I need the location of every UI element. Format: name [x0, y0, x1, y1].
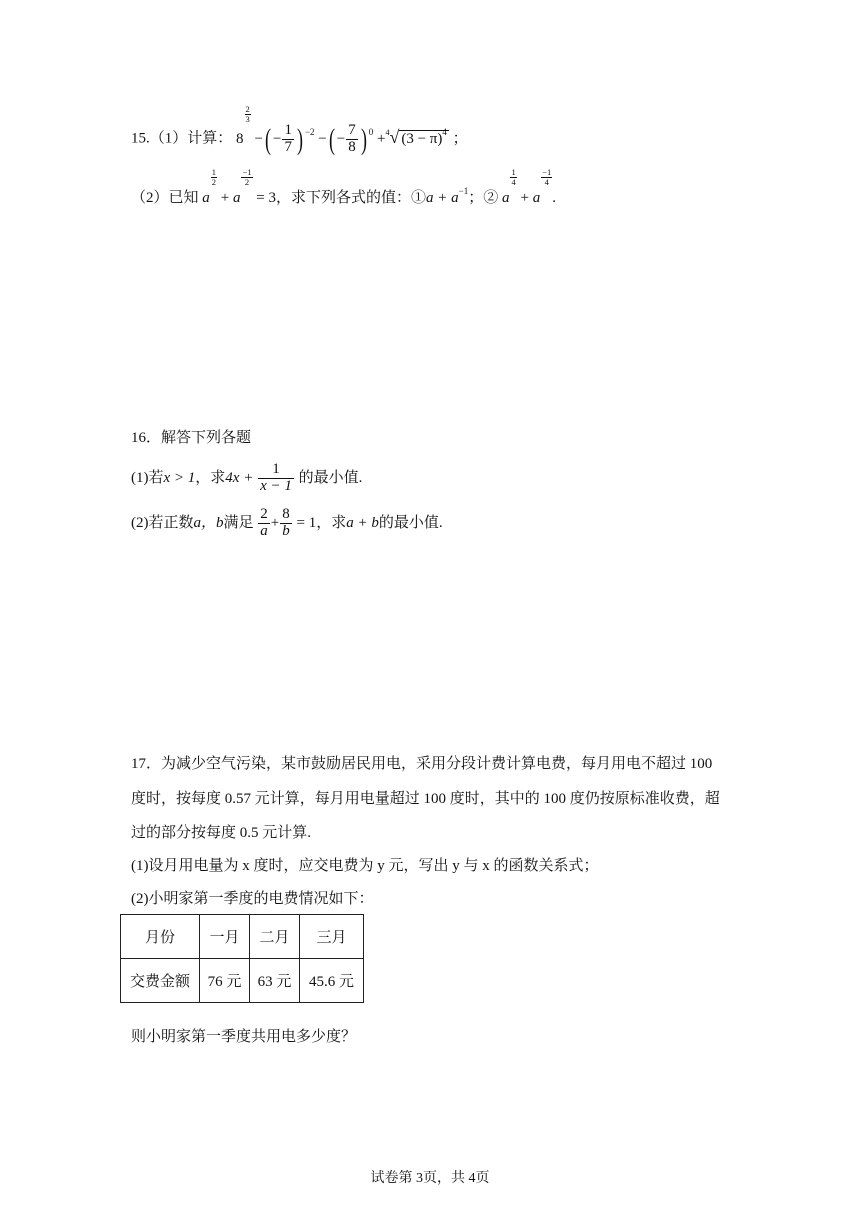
q15-part2: （2）已知 a $\frac{1}{2}$ + a $\frac{-1}{2}$ = 3，求下列各式的值：①a + $a^{-1}$；② a $\frac{1}{4}$ + a $\frac{-1}{4}$ . — [131, 167, 556, 206]
q17-question: 则小明家第一季度共用电多少度？ — [131, 1029, 357, 1045]
q16-part1: (1)若x > 1，求4x + $\frac{1}{x - 1}$ 的最小值. — [131, 461, 363, 495]
q15-part1 — [131, 104, 468, 157]
table-header-row — [121, 915, 364, 959]
q17-line3: 过的部分按每度 0.5 元计算. — [131, 825, 312, 841]
table-cell: 45.6 元 — [300, 959, 364, 1003]
table-cell: 月份 — [121, 915, 200, 959]
fee-table — [120, 914, 364, 1003]
q16-part2: (2)若正数a，b满足 $\frac{2}{a}$ + $\frac{8}{b}$ = 1，求a + b的最小值. — [131, 506, 443, 540]
radical-sign: √ — [389, 127, 400, 147]
page-footer: 试卷第 3页，共 4页 — [370, 1171, 490, 1186]
table-row — [121, 959, 364, 1003]
table-cell: 一月 — [200, 915, 250, 959]
table-cell: 三月 — [300, 915, 364, 959]
q15-p1-prefix: 15.（1）计算： — [131, 130, 233, 147]
q17-line1: 17．为减少空气污染，某市鼓励居民用电，采用分段计费计算电费，每月用电不超过 100 — [131, 756, 713, 772]
q17-sub2: (2)小明家第一季度的电费情况如下： — [131, 891, 374, 907]
table-cell: 交费金额 — [121, 959, 200, 1003]
table-cell: 76 元 — [200, 959, 250, 1003]
table-cell: 二月 — [250, 915, 300, 959]
q17-sub1: (1)设月用电量为 x 度时，应交电费为 y 元，写出 y 与 x 的函数关系式； — [131, 858, 599, 874]
q15-p1-formula: 8 $\frac{2}{3}$ −( − $\frac{1}{7}$ ) $^{-2}$ −( − $\frac{7}{8}$ ) $^0$ +$^4$√ $(3 - \pi)^4$ ； — [236, 104, 468, 156]
q16-title: 16．解答下列各题 — [131, 430, 252, 446]
q17-line2: 度时，按每度 0.57 元计算，每月用电量超过 100 度时，其中的 100 度仍按原标准收费，超 — [131, 791, 720, 807]
table-cell: 63 元 — [250, 959, 300, 1003]
q15-p2-prefix: （2）已知 — [131, 190, 199, 206]
